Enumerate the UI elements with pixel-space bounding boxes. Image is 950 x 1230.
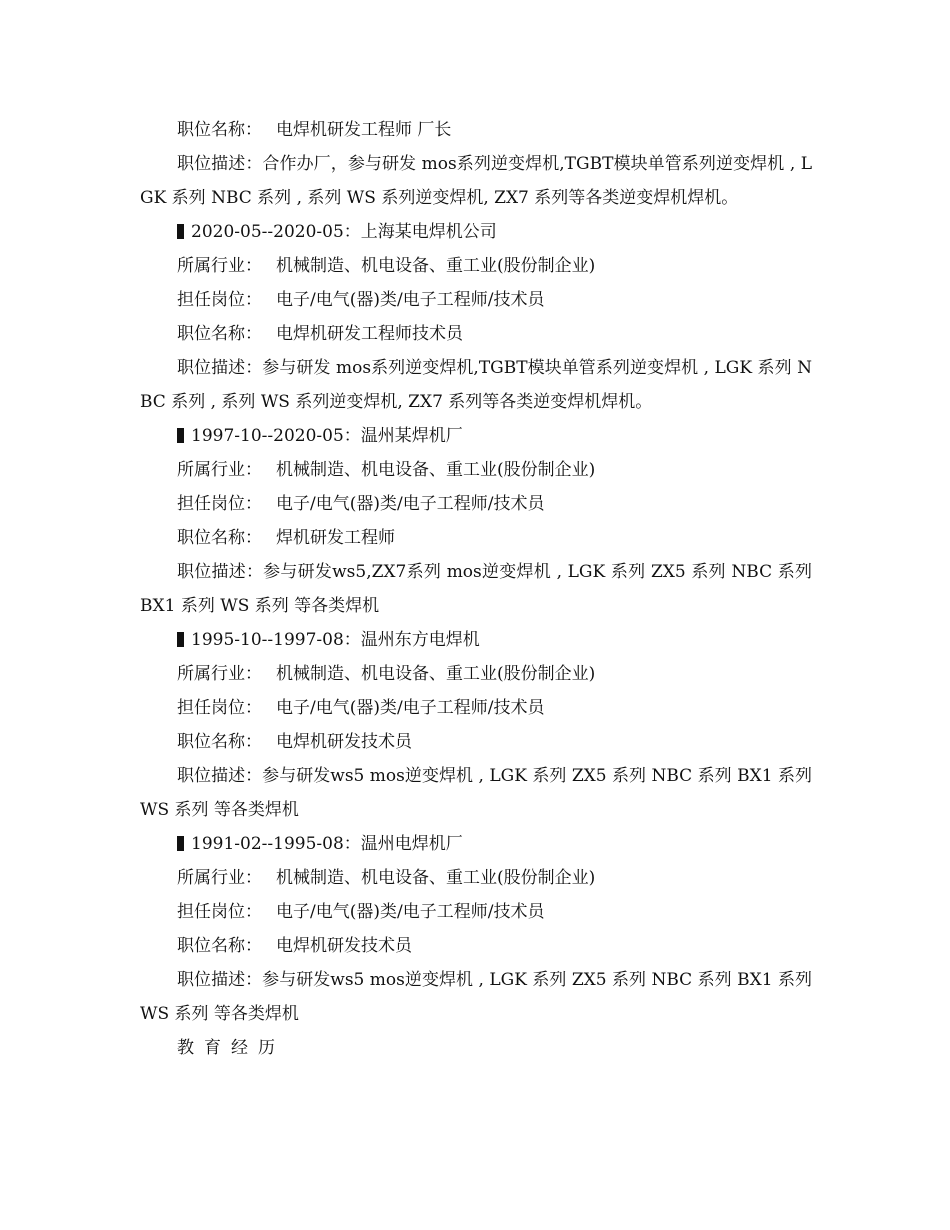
job-description: 职位描述：参与研发 mos系列逆变焊机,TGBT模块单管系列逆变焊机 , LGK 系列 NBC 系列 , 系列 WS 系列逆变焊机, ZX7 系列等各类逆变焊机焊机。 bbox=[140, 358, 812, 412]
work-period-text: 1995-10--1997-08：温州东方电焊机 bbox=[191, 630, 480, 650]
post-label: 担任岗位： bbox=[177, 698, 262, 718]
industry-line bbox=[140, 249, 812, 283]
job-title-value: 电焊机研发技术员 bbox=[276, 936, 412, 956]
job-title-value: 电焊机研发工程师技术员 bbox=[276, 324, 463, 344]
industry-label: 所属行业： bbox=[177, 460, 262, 480]
job-description: 职位描述：参与研发ws5 mos逆变焊机 , LGK 系列 ZX5 系列 NBC 系列 BX1 系列 WS 系列 等各类焊机 bbox=[140, 970, 812, 1024]
industry-value: 机械制造、机电设备、重工业(股份制企业) bbox=[276, 868, 596, 888]
industry-line bbox=[140, 453, 812, 487]
industry-label: 所属行业： bbox=[177, 664, 262, 684]
post-line bbox=[140, 283, 812, 317]
industry-line bbox=[140, 657, 812, 691]
work-period-heading bbox=[140, 419, 812, 453]
job-title-label: 职位名称： bbox=[177, 324, 262, 344]
job-title-line bbox=[140, 521, 812, 555]
industry-value: 机械制造、机电设备、重工业(股份制企业) bbox=[276, 256, 596, 276]
work-period-heading bbox=[140, 827, 812, 861]
resume-page bbox=[140, 113, 812, 1065]
work-period-heading bbox=[140, 215, 812, 249]
bullet-block-icon bbox=[177, 224, 184, 239]
work-period-text: 1991-02--1995-08：温州电焊机厂 bbox=[191, 834, 463, 854]
job-title-label: 职位名称： bbox=[177, 120, 262, 140]
job-title-value: 电焊机研发技术员 bbox=[276, 732, 412, 752]
bullet-block-icon bbox=[177, 836, 184, 851]
work-period-text: 1997-10--2020-05：温州某焊机厂 bbox=[191, 426, 463, 446]
post-label: 担任岗位： bbox=[177, 902, 262, 922]
job-title-label: 职位名称： bbox=[177, 528, 262, 548]
job-description: 职位描述：合作办厂，参与研发 mos系列逆变焊机,TGBT模块单管系列逆变焊机 , LGK 系列 NBC 系列 , 系列 WS 系列逆变焊机, ZX7 系列等各类逆变焊机焊机。 bbox=[140, 154, 812, 208]
job-title-line bbox=[140, 725, 812, 759]
bullet-block-icon bbox=[177, 428, 184, 443]
post-label: 担任岗位： bbox=[177, 290, 262, 310]
post-line bbox=[140, 487, 812, 521]
job-title-line bbox=[140, 113, 812, 147]
bullet-block-icon bbox=[177, 632, 184, 647]
post-line bbox=[140, 895, 812, 929]
industry-value: 机械制造、机电设备、重工业(股份制企业) bbox=[276, 460, 596, 480]
post-line bbox=[140, 691, 812, 725]
industry-line bbox=[140, 861, 812, 895]
work-period-text: 2020-05--2020-05：上海某电焊机公司 bbox=[191, 222, 497, 242]
post-label: 担任岗位： bbox=[177, 494, 262, 514]
job-title-line bbox=[140, 929, 812, 963]
industry-label: 所属行业： bbox=[177, 868, 262, 888]
post-value: 电子/电气(器)类/电子工程师/技术员 bbox=[276, 290, 545, 310]
job-title-line bbox=[140, 317, 812, 351]
job-title-label: 职位名称： bbox=[177, 936, 262, 956]
industry-value: 机械制造、机电设备、重工业(股份制企业) bbox=[276, 664, 596, 684]
post-value: 电子/电气(器)类/电子工程师/技术员 bbox=[276, 494, 545, 514]
job-description: 职位描述：参与研发ws5,ZX7系列 mos逆变焊机 , LGK 系列 ZX5 系列 NBC 系列 BX1 系列 WS 系列 等各类焊机 bbox=[140, 562, 812, 616]
job-title-value: 电焊机研发工程师 厂长 bbox=[276, 120, 452, 140]
job-title-value: 焊机研发工程师 bbox=[276, 528, 395, 548]
job-description: 职位描述：参与研发ws5 mos逆变焊机 , LGK 系列 ZX5 系列 NBC 系列 BX1 系列 WS 系列 等各类焊机 bbox=[140, 766, 812, 820]
work-period-heading bbox=[140, 623, 812, 657]
post-value: 电子/电气(器)类/电子工程师/技术员 bbox=[276, 698, 545, 718]
job-title-label: 职位名称： bbox=[177, 732, 262, 752]
post-value: 电子/电气(器)类/电子工程师/技术员 bbox=[276, 902, 545, 922]
industry-label: 所属行业： bbox=[177, 256, 262, 276]
education-section-heading: 教育经历 bbox=[177, 1038, 285, 1058]
